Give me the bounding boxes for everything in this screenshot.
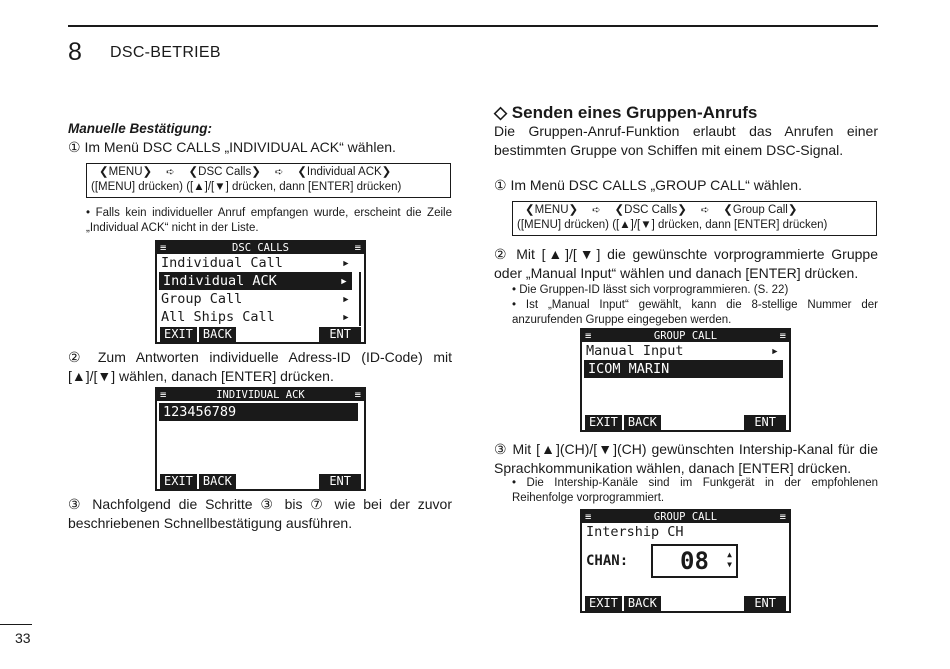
- exit-softkey: EXIT: [585, 596, 622, 611]
- exit-softkey: EXIT: [160, 474, 197, 489]
- lcd-title-bar: [582, 511, 789, 523]
- lcd-group-call: [580, 328, 791, 432]
- right-intro: Die Gruppen-Anruf-Funktion erlaubt das Anrufen einer bestimmten Gruppe von Schiffen mit einem DSC-Signal.: [494, 123, 878, 158]
- lcd-row-selected: Individual ACK ▸: [159, 272, 352, 290]
- up-down-icon: ▲ ▼: [727, 550, 732, 569]
- lcd-dsc-calls: [155, 240, 366, 344]
- lcd-title: GROUP CALL: [653, 330, 718, 342]
- right-step2: ② Mit [▲]/[▼] die gewünschte vorprogrammierte Gruppe oder „Manual Input“ wählen und danach [ENTER] drücken.: [494, 246, 878, 281]
- exit-softkey: EXIT: [585, 415, 622, 430]
- menu-item: ❮DSC Calls❯: [188, 166, 261, 178]
- footer-rule: [0, 624, 32, 625]
- menu-instructions: ([MENU] drücken) ([▲]/[▼] drücken, dann [ENTER] drücken): [517, 219, 828, 231]
- menu-icon: ≡: [585, 511, 592, 523]
- back-softkey: BACK: [624, 415, 661, 430]
- arrow-icon: ➪: [166, 167, 175, 178]
- menu-item: ❮Group Call❯: [723, 204, 798, 216]
- back-softkey: BACK: [199, 474, 236, 489]
- lcd-row-selected: ICOM MARIN: [584, 360, 783, 378]
- lcd-title-bar: [157, 242, 364, 254]
- lcd-row: Group Call ▸: [161, 291, 350, 307]
- channel-value: 08: [680, 547, 709, 575]
- ent-softkey: ENT: [744, 596, 786, 611]
- right-arrow-icon: ▸: [341, 309, 350, 325]
- menu-instructions: ([MENU] drücken) ([▲]/[▼] drücken, dann [ENTER] drücken): [91, 181, 402, 193]
- back-softkey: BACK: [199, 327, 236, 342]
- lcd-title: DSC CALLS: [232, 242, 289, 254]
- arrow-icon: ➪: [274, 167, 284, 178]
- softkey-bar: [157, 327, 364, 342]
- right-bullet3: • Die Intership-Kanäle sind im Funkgerät in der empfohlenen Reihenfolge vorprogrammiert.: [512, 477, 878, 504]
- lcd-title: INDIVIDUAL ACK: [216, 389, 305, 401]
- right-bullet2a: • Die Gruppen-ID lässt sich vorprogrammieren. (S. 22): [512, 284, 789, 296]
- menu-icon: ≡: [354, 389, 361, 401]
- back-softkey: BACK: [624, 596, 661, 611]
- right-arrow-icon: ▸: [341, 291, 350, 307]
- lcd-row: Manual Input ▸: [586, 343, 779, 359]
- menu-icon: ≡: [160, 389, 167, 401]
- softkey-bar: [157, 474, 364, 489]
- left-heading: Manuelle Bestätigung:: [68, 121, 213, 136]
- menu-icon: ≡: [354, 242, 361, 254]
- softkey-bar: [582, 596, 789, 611]
- chan-label: CHAN:: [586, 553, 629, 569]
- menu-item: ❮MENU❯: [99, 166, 153, 178]
- menu-icon: ≡: [585, 330, 592, 342]
- chapter-number: 8: [68, 38, 82, 66]
- right-step1: ① Im Menü DSC CALLS „GROUP CALL“ wählen.: [494, 177, 802, 193]
- lcd-row: Individual Call ▸: [161, 255, 350, 271]
- right-arrow-icon: ▸: [341, 255, 350, 271]
- lcd-individual-ack: [155, 387, 366, 491]
- arrow-icon: ➪: [592, 205, 601, 216]
- menu-icon: ≡: [779, 511, 786, 523]
- lcd-row-selected: 123456789: [159, 403, 358, 421]
- ent-softkey: ENT: [744, 415, 786, 430]
- menu-item: ❮Individual ACK❯: [297, 166, 392, 178]
- menu-icon: ≡: [160, 242, 167, 254]
- scrollbar: [359, 272, 361, 326]
- lcd-group-call-channel: [580, 509, 791, 613]
- lcd-row: All Ships Call ▸: [161, 309, 350, 325]
- lcd-row: Intership CH: [586, 524, 684, 540]
- menu-item: ❮MENU❯: [525, 204, 579, 216]
- page-number: 33: [15, 630, 31, 646]
- menu-path-box: [86, 163, 451, 198]
- right-bullet2b: • Ist „Manual Input“ gewählt, kann die 8-stellige Nummer der anzurufenden Gruppe eingegeben werden.: [512, 299, 878, 326]
- lcd-title-bar: [157, 389, 364, 401]
- right-arrow-icon: ▸: [339, 273, 348, 289]
- ent-softkey: ENT: [319, 327, 361, 342]
- chapter-title: DSC-BETRIEB: [110, 44, 221, 61]
- left-bullet1: • Falls kein individueller Anruf empfangen wurde, erscheint die Zeile „Individual ACK“ nicht in der Liste.: [86, 207, 452, 234]
- left-step1: ① Im Menü DSC CALLS „INDIVIDUAL ACK“ wählen.: [68, 139, 396, 155]
- arrow-icon: ➪: [700, 205, 710, 216]
- header-rule: [68, 25, 878, 27]
- lcd-title-bar: [582, 330, 789, 342]
- softkey-bar: [582, 415, 789, 430]
- left-step3: ③ Nachfolgend die Schritte ③ bis ⑦ wie bei der zuvor beschriebenen Schnellbestätigung ausführen.: [68, 496, 452, 531]
- right-arrow-icon: ▸: [770, 343, 779, 359]
- menu-path-box: [512, 201, 877, 236]
- exit-softkey: EXIT: [160, 327, 197, 342]
- lcd-title: GROUP CALL: [653, 511, 718, 523]
- ent-softkey: ENT: [319, 474, 361, 489]
- menu-icon: ≡: [779, 330, 786, 342]
- right-step3: ③ Mit [▲](CH)/[▼](CH) gewünschten Intership-Kanal für die Sprachkommunikation wählen, danach [ENTER] drücken.: [494, 441, 878, 476]
- channel-display: [651, 544, 738, 578]
- left-step2: ② Zum Antworten individuelle Adress-ID (ID-Code) mit [▲]/[▼] wählen, danach [ENTER] drücken.: [68, 349, 452, 384]
- menu-item: ❮DSC Calls❯: [614, 204, 687, 216]
- right-heading: ◇ Senden eines Gruppen-Anrufs: [494, 103, 758, 122]
